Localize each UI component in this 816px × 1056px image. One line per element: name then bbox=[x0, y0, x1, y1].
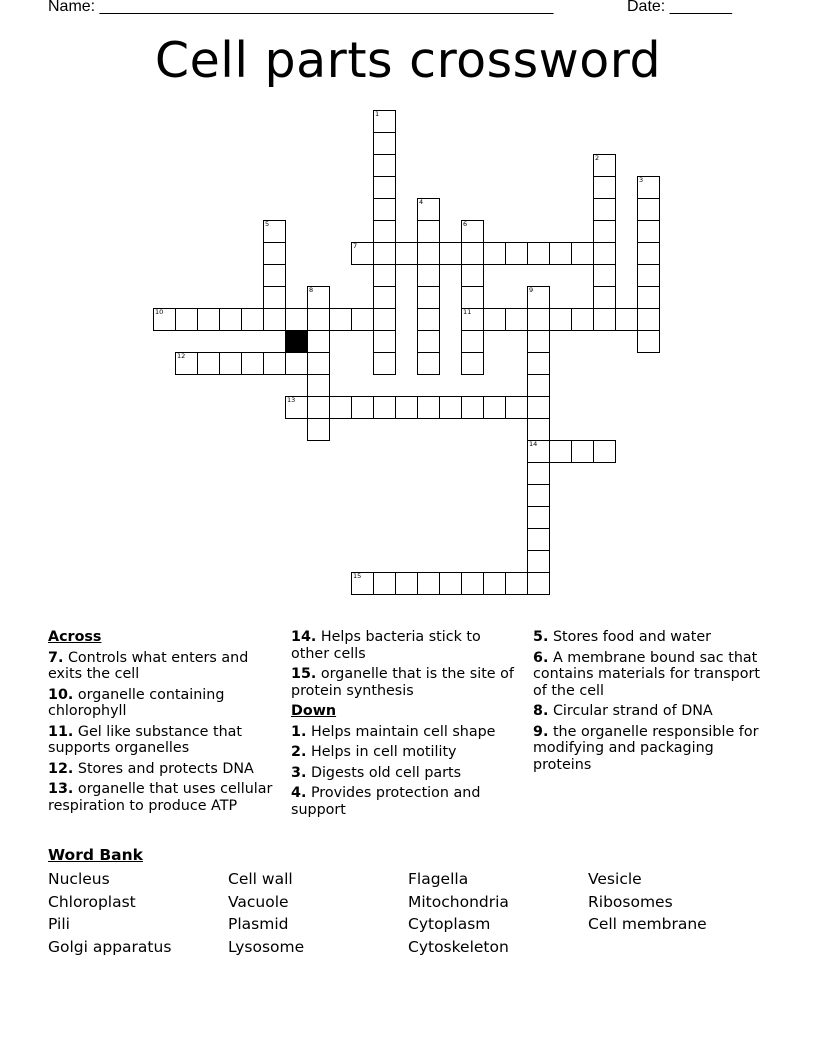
grid-cell[interactable] bbox=[527, 484, 550, 507]
grid-cell[interactable] bbox=[373, 154, 396, 177]
grid-cell[interactable] bbox=[373, 132, 396, 155]
clues-column-2 bbox=[291, 629, 521, 822]
grid-cell[interactable] bbox=[637, 242, 660, 265]
word-bank-item: Cell wall bbox=[228, 870, 293, 888]
clue-across-10: 10. organelle containing chlorophyll bbox=[48, 686, 225, 719]
clue-down-5: 5. Stores food and water bbox=[533, 629, 712, 645]
clue-number: 12 bbox=[177, 352, 186, 360]
grid-cell[interactable] bbox=[637, 198, 660, 221]
word-bank-column-1 bbox=[48, 868, 171, 958]
grid-cell[interactable] bbox=[593, 264, 616, 287]
clue-across-12: 12. Stores and protects DNA bbox=[48, 760, 254, 777]
grid-cell[interactable] bbox=[417, 264, 440, 287]
grid-cell[interactable] bbox=[417, 198, 440, 221]
grid-cell[interactable] bbox=[285, 308, 308, 331]
grid-cell[interactable] bbox=[527, 506, 550, 529]
clue-number: 14 bbox=[529, 440, 538, 448]
grid-cell[interactable] bbox=[461, 396, 484, 419]
grid-cell[interactable] bbox=[461, 264, 484, 287]
grid-cell[interactable] bbox=[571, 242, 594, 265]
clue-number: 1 bbox=[375, 110, 380, 118]
grid-cell[interactable] bbox=[263, 264, 286, 287]
grid-cell[interactable] bbox=[527, 572, 550, 595]
grid-cell[interactable] bbox=[307, 374, 330, 397]
grid-cell[interactable] bbox=[637, 308, 660, 331]
grid-cell[interactable] bbox=[307, 352, 330, 375]
grid-cell[interactable] bbox=[153, 308, 176, 331]
grid-cell[interactable] bbox=[593, 154, 616, 177]
grid-cell[interactable] bbox=[373, 330, 396, 353]
clue-across-13: 13. organelle that uses cellular respiration to produce ATP bbox=[48, 781, 273, 814]
grid-cell[interactable] bbox=[417, 396, 440, 419]
grid-cell[interactable] bbox=[527, 242, 550, 265]
grid-cell[interactable] bbox=[527, 550, 550, 573]
date-field-label: Date: _______ bbox=[627, 0, 732, 15]
grid-block bbox=[285, 330, 308, 353]
clue-across-14: 14. Helps bacteria stick to other cells bbox=[291, 629, 481, 662]
grid-cell[interactable] bbox=[571, 308, 594, 331]
grid-cell[interactable] bbox=[549, 242, 572, 265]
grid-cell[interactable] bbox=[637, 176, 660, 199]
grid-cell[interactable] bbox=[461, 330, 484, 353]
clues-column-1 bbox=[48, 629, 280, 818]
grid-cell[interactable] bbox=[615, 308, 638, 331]
clue-across-11: 11. Gel like substance that supports organelles bbox=[48, 723, 243, 756]
grid-cell[interactable] bbox=[263, 220, 286, 243]
clue-down-8: 8. Circular strand of DNA bbox=[533, 703, 713, 719]
grid-cell[interactable] bbox=[175, 352, 198, 375]
grid-cell[interactable] bbox=[637, 330, 660, 353]
grid-cell[interactable] bbox=[263, 242, 286, 265]
word-bank-item: Golgi apparatus bbox=[48, 937, 172, 956]
clue-number: 2 bbox=[595, 154, 600, 162]
grid-cell[interactable] bbox=[461, 572, 484, 595]
clue-number: 10 bbox=[155, 308, 164, 316]
grid-cell[interactable] bbox=[461, 220, 484, 243]
grid-cell[interactable] bbox=[373, 352, 396, 375]
word-bank-column-3 bbox=[408, 868, 509, 958]
clue-number: 3 bbox=[639, 176, 644, 184]
grid-cell[interactable] bbox=[549, 308, 572, 331]
word-bank-item: Mitochondria bbox=[408, 892, 509, 911]
grid-cell[interactable] bbox=[241, 308, 264, 331]
grid-cell[interactable] bbox=[505, 242, 528, 265]
word-bank-item: Cytoplasm bbox=[408, 915, 491, 933]
grid-cell[interactable] bbox=[373, 264, 396, 287]
clue-number: 4 bbox=[419, 198, 424, 206]
grid-cell[interactable] bbox=[461, 352, 484, 375]
grid-cell[interactable] bbox=[395, 396, 418, 419]
grid-cell[interactable] bbox=[527, 396, 550, 419]
grid-cell[interactable] bbox=[373, 286, 396, 309]
grid-cell[interactable] bbox=[593, 176, 616, 199]
grid-cell[interactable] bbox=[505, 572, 528, 595]
grid-cell[interactable] bbox=[593, 220, 616, 243]
grid-cell[interactable] bbox=[549, 440, 572, 463]
grid-cell[interactable] bbox=[241, 352, 264, 375]
name-field-label: Name: ___________________________________________________ bbox=[48, 0, 554, 15]
clue-down-9: 9. the organelle responsible for modifying and packaging proteins bbox=[533, 723, 759, 773]
clue-number: 8 bbox=[309, 286, 314, 294]
word-bank-heading: Word Bank bbox=[48, 846, 143, 864]
word-bank-item: Vacuole bbox=[228, 892, 289, 911]
clue-across-7: 7. Controls what enters and exits the cell bbox=[48, 649, 249, 682]
clue-number: 15 bbox=[353, 572, 362, 580]
word-bank-item: Cytoskeleton bbox=[408, 937, 509, 956]
word-bank-column-2 bbox=[228, 868, 304, 958]
clue-number: 6 bbox=[463, 220, 468, 228]
word-bank-item: Plasmid bbox=[228, 915, 289, 933]
grid-cell[interactable] bbox=[395, 572, 418, 595]
grid-cell[interactable] bbox=[593, 242, 616, 265]
word-bank-item: Nucleus bbox=[48, 870, 110, 888]
grid-cell[interactable] bbox=[417, 572, 440, 595]
page-title: Cell parts crossword bbox=[154, 32, 662, 89]
grid-cell[interactable] bbox=[593, 308, 616, 331]
grid-cell[interactable] bbox=[527, 330, 550, 353]
grid-cell[interactable] bbox=[483, 396, 506, 419]
grid-cell[interactable] bbox=[263, 352, 286, 375]
word-bank-item: Flagella bbox=[408, 870, 469, 888]
grid-cell[interactable] bbox=[307, 308, 330, 331]
grid-cell[interactable] bbox=[373, 242, 396, 265]
down-heading: Down bbox=[291, 703, 337, 719]
word-bank-item: Pili bbox=[48, 915, 70, 933]
grid-cell[interactable] bbox=[483, 242, 506, 265]
grid-cell[interactable] bbox=[307, 330, 330, 353]
grid-cell[interactable] bbox=[527, 462, 550, 485]
grid-cell[interactable] bbox=[439, 396, 462, 419]
grid-cell[interactable] bbox=[505, 396, 528, 419]
grid-cell[interactable] bbox=[417, 286, 440, 309]
clue-number: 13 bbox=[287, 396, 296, 404]
grid-cell[interactable] bbox=[637, 264, 660, 287]
grid-cell[interactable] bbox=[461, 308, 484, 331]
grid-cell[interactable] bbox=[527, 440, 550, 463]
grid-cell[interactable] bbox=[373, 396, 396, 419]
clue-down-2: 2. Helps in cell motility bbox=[291, 744, 457, 760]
grid-cell[interactable] bbox=[461, 242, 484, 265]
grid-cell[interactable] bbox=[197, 352, 220, 375]
clue-number: 11 bbox=[463, 308, 472, 316]
clue-across-15: 15. organelle that is the site of protein synthesis bbox=[291, 666, 514, 699]
grid-cell[interactable] bbox=[483, 572, 506, 595]
grid-cell[interactable] bbox=[351, 242, 374, 265]
grid-cell[interactable] bbox=[527, 418, 550, 441]
word-bank-item: Ribosomes bbox=[588, 892, 673, 911]
grid-cell[interactable] bbox=[417, 352, 440, 375]
word-bank-item: Cell membrane bbox=[588, 915, 707, 933]
grid-cell[interactable] bbox=[219, 352, 242, 375]
grid-cell[interactable] bbox=[329, 396, 352, 419]
grid-cell[interactable] bbox=[285, 352, 308, 375]
grid-cell[interactable] bbox=[373, 198, 396, 221]
grid-cell[interactable] bbox=[175, 308, 198, 331]
grid-cell[interactable] bbox=[637, 220, 660, 243]
grid-cell[interactable] bbox=[483, 308, 506, 331]
grid-cell[interactable] bbox=[417, 330, 440, 353]
grid-cell[interactable] bbox=[285, 396, 308, 419]
grid-cell[interactable] bbox=[373, 110, 396, 133]
grid-cell[interactable] bbox=[263, 286, 286, 309]
grid-cell[interactable] bbox=[329, 308, 352, 331]
grid-cell[interactable] bbox=[417, 220, 440, 243]
word-bank-column-4 bbox=[588, 868, 707, 936]
grid-cell[interactable] bbox=[417, 242, 440, 265]
clue-down-6: 6. A membrane bound sac that contains materials for transport of the cell bbox=[533, 649, 760, 699]
grid-cell[interactable] bbox=[527, 528, 550, 551]
word-bank-item: Chloroplast bbox=[48, 892, 136, 911]
grid-cell[interactable] bbox=[439, 242, 462, 265]
grid-cell[interactable] bbox=[263, 308, 286, 331]
grid-cell[interactable] bbox=[527, 308, 550, 331]
word-bank-item: Lysosome bbox=[228, 937, 305, 956]
grid-cell[interactable] bbox=[593, 440, 616, 463]
grid-cell[interactable] bbox=[307, 396, 330, 419]
grid-cell[interactable] bbox=[373, 308, 396, 331]
grid-cell[interactable] bbox=[351, 572, 374, 595]
grid-cell[interactable] bbox=[197, 308, 220, 331]
grid-cell[interactable] bbox=[571, 440, 594, 463]
clue-down-4: 4. Provides protection and support bbox=[291, 785, 481, 818]
clue-number: 9 bbox=[529, 286, 534, 294]
across-heading: Across bbox=[48, 629, 102, 645]
grid-cell[interactable] bbox=[527, 374, 550, 397]
grid-cell[interactable] bbox=[527, 352, 550, 375]
grid-cell[interactable] bbox=[439, 572, 462, 595]
clue-number: 7 bbox=[353, 242, 358, 250]
grid-cell[interactable] bbox=[307, 418, 330, 441]
grid-cell[interactable] bbox=[373, 176, 396, 199]
grid-cell[interactable] bbox=[351, 396, 374, 419]
word-bank-item: Vesicle bbox=[588, 870, 642, 888]
grid-cell[interactable] bbox=[461, 286, 484, 309]
grid-cell[interactable] bbox=[527, 286, 550, 309]
grid-cell[interactable] bbox=[395, 242, 418, 265]
grid-cell[interactable] bbox=[373, 220, 396, 243]
grid-cell[interactable] bbox=[505, 308, 528, 331]
grid-cell[interactable] bbox=[351, 308, 374, 331]
grid-cell[interactable] bbox=[417, 308, 440, 331]
clues-column-3 bbox=[533, 629, 768, 777]
grid-cell[interactable] bbox=[637, 286, 660, 309]
clue-down-3: 3. Digests old cell parts bbox=[291, 764, 462, 781]
grid-cell[interactable] bbox=[593, 286, 616, 309]
grid-cell[interactable] bbox=[219, 308, 242, 331]
clue-number: 5 bbox=[265, 220, 270, 228]
grid-cell[interactable] bbox=[373, 572, 396, 595]
grid-cell[interactable] bbox=[307, 286, 330, 309]
clue-down-1: 1. Helps maintain cell shape bbox=[291, 723, 496, 740]
grid-cell[interactable] bbox=[593, 198, 616, 221]
